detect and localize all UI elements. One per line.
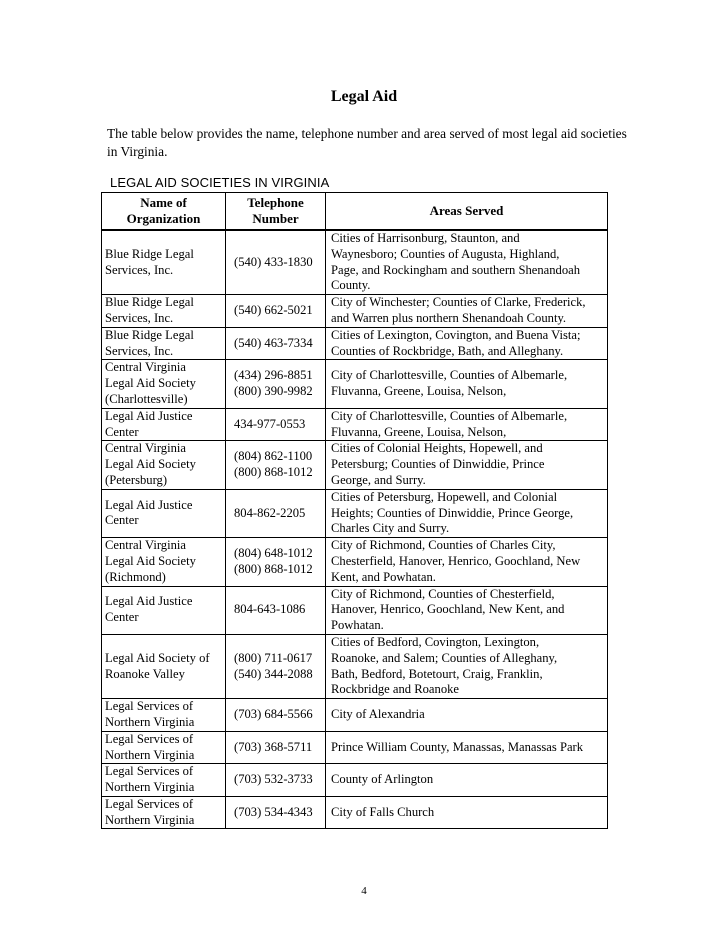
areas-served-cell-line: City of Charlottesville, Counties of Albemarle, — [331, 368, 568, 383]
org-name-cell — [102, 441, 226, 489]
org-name-cell-line: Center — [105, 424, 139, 439]
org-name-cell-line: Legal Aid Justice — [105, 497, 193, 512]
org-name-cell-line: Blue Ridge Legal — [105, 246, 194, 261]
org-name-cell-line: Legal Aid Justice — [105, 408, 193, 423]
areas-served-cell-line: City of Richmond, Counties of Chesterfield, — [331, 586, 555, 601]
org-name-cell-line: Legal Services of — [105, 796, 194, 811]
phone-cell — [226, 230, 326, 295]
areas-served-cell-line: Fluvanna, Greene, Louisa, Nelson, — [331, 424, 507, 439]
areas-served-cell-line: City of Falls Church — [331, 804, 435, 819]
phone-cell — [226, 634, 326, 698]
org-name-cell-line: Legal Aid Society — [105, 553, 196, 568]
org-name-cell-line: Services, Inc. — [105, 262, 174, 277]
table-row — [102, 327, 608, 360]
areas-served-cell-line: and Warren plus northern Shenandoah County. — [331, 310, 567, 325]
org-name-cell-line: Services, Inc. — [105, 310, 174, 325]
phone-cell-line: 434-977-0553 — [234, 416, 306, 431]
org-name-cell-line: Center — [105, 513, 139, 528]
phone-cell — [226, 327, 326, 360]
areas-served-cell — [326, 360, 608, 408]
org-name-cell-line: Northern Virginia — [105, 747, 195, 762]
phone-cell-line: (804) 862-1100 — [234, 449, 313, 464]
areas-served-cell-line: Heights; Counties of Dinwiddie, Prince George, — [331, 505, 574, 520]
table-row — [102, 360, 608, 408]
org-name-cell — [102, 360, 226, 408]
org-name-cell — [102, 538, 226, 586]
org-name-cell — [102, 731, 226, 764]
header-name-line: Name of — [140, 195, 187, 210]
areas-served-cell — [326, 327, 608, 360]
legal-aid-table-container — [101, 192, 607, 829]
areas-served-cell-line: Chesterfield, Hanover, Henrico, Goochland, New — [331, 553, 581, 568]
table-row — [102, 538, 608, 586]
areas-served-cell-line: Cities of Lexington, Covington, and Buena Vista; — [331, 327, 581, 342]
org-name-cell — [102, 699, 226, 732]
phone-cell — [226, 489, 326, 537]
page-number: 4 — [361, 885, 367, 897]
table-row — [102, 441, 608, 489]
areas-served-cell — [326, 731, 608, 764]
org-name-cell-line: (Richmond) — [105, 569, 166, 584]
phone-cell-line: (540) 433-1830 — [234, 254, 313, 269]
areas-served-cell-line: City of Charlottesville, Counties of Albemarle, — [331, 408, 568, 423]
areas-served-cell-line: Counties of Rockbridge, Bath, and Alleghany. — [331, 343, 564, 358]
areas-served-cell — [326, 699, 608, 732]
phone-cell-line: (800) 868-1012 — [234, 561, 313, 576]
phone-cell — [226, 360, 326, 408]
table-row — [102, 796, 608, 829]
intro-paragraph: The table below provides the name, telephone number and area served of most legal aid societies in Virginia. — [107, 126, 627, 159]
header-phone-line: Number — [252, 211, 299, 226]
org-name-cell — [102, 408, 226, 441]
areas-served-cell — [326, 441, 608, 489]
table-caption: LEGAL AID SOCIETIES IN VIRGINIA — [110, 175, 330, 190]
header-name-line: Organization — [126, 211, 201, 226]
areas-served-cell-line: Petersburg; Counties of Dinwiddie, Prince — [331, 457, 545, 472]
areas-served-cell — [326, 538, 608, 586]
areas-served-cell-line: Fluvanna, Greene, Louisa, Nelson, — [331, 384, 507, 399]
areas-served-cell — [326, 489, 608, 537]
phone-cell-line: 804-643-1086 — [234, 602, 306, 617]
org-name-cell — [102, 634, 226, 698]
phone-cell-line: (540) 662-5021 — [234, 303, 313, 318]
areas-served-cell-line: County of Arlington — [331, 772, 434, 787]
areas-served-cell-line: Page, and Rockingham and southern Shenandoah — [331, 262, 581, 277]
areas-served-cell-line: City of Winchester; Counties of Clarke, Frederick, — [331, 295, 586, 310]
areas-served-cell-line: Waynesboro; Counties of Augusta, Highland, — [331, 246, 560, 261]
phone-cell — [226, 295, 326, 328]
phone-cell — [226, 441, 326, 489]
page-title: Legal Aid — [330, 88, 398, 105]
areas-served-cell-line: Bath, Bedford, Botetourt, Craig, Franklin, — [331, 666, 543, 681]
org-name-cell-line: Northern Virginia — [105, 812, 195, 827]
org-name-cell — [102, 327, 226, 360]
phone-cell-line: 804-862-2205 — [234, 505, 306, 520]
org-name-cell-line: Northern Virginia — [105, 780, 195, 795]
org-name-cell-line: Legal Aid Justice — [105, 594, 193, 609]
areas-served-cell — [326, 796, 608, 829]
areas-served-cell — [326, 408, 608, 441]
phone-cell-line: (703) 532-3733 — [234, 772, 313, 787]
org-name-cell-line: (Petersburg) — [105, 472, 168, 487]
org-name-cell-line: Legal Aid Society — [105, 376, 196, 391]
table-row — [102, 408, 608, 441]
phone-cell — [226, 538, 326, 586]
areas-served-cell — [326, 634, 608, 698]
table-row — [102, 764, 608, 797]
org-name-cell — [102, 295, 226, 328]
org-name-cell — [102, 764, 226, 797]
header-name — [102, 193, 226, 231]
org-name-cell-line: Services, Inc. — [105, 343, 174, 358]
org-name-cell-line: Central Virginia — [105, 441, 186, 456]
table-row — [102, 489, 608, 537]
areas-served-cell-line: Cities of Harrisonburg, Staunton, and — [331, 231, 520, 245]
areas-served-cell-line: Charles City and Surry. — [331, 521, 450, 536]
phone-cell — [226, 731, 326, 764]
phone-cell-line: (540) 463-7334 — [234, 335, 313, 350]
phone-cell-line: (800) 711-0617 — [234, 650, 313, 665]
table-row — [102, 731, 608, 764]
areas-served-cell-line: Kent, and Powhatan. — [331, 569, 436, 584]
areas-served-cell-line: Roanoke, and Salem; Counties of Alleghany, — [331, 650, 558, 665]
areas-served-cell-line: Hanover, Henrico, Goochland, New Kent, and — [331, 602, 565, 617]
phone-cell — [226, 408, 326, 441]
table-row — [102, 295, 608, 328]
header-areas: Areas Served — [326, 193, 608, 231]
table-row — [102, 230, 608, 295]
table-row — [102, 586, 608, 634]
org-name-cell-line: Blue Ridge Legal — [105, 327, 194, 342]
phone-cell — [226, 586, 326, 634]
areas-served-cell-line: County. — [331, 278, 371, 293]
areas-served-cell-line: Cities of Bedford, Covington, Lexington, — [331, 634, 540, 649]
areas-served-cell-line: Powhatan. — [331, 618, 384, 633]
table-row — [102, 699, 608, 732]
org-name-cell-line: Legal Aid Society — [105, 457, 196, 472]
phone-cell-line: (703) 534-4343 — [234, 804, 313, 819]
org-name-cell-line: Blue Ridge Legal — [105, 295, 194, 310]
phone-cell — [226, 699, 326, 732]
phone-cell-line: (540) 344-2088 — [234, 666, 313, 681]
phone-cell — [226, 796, 326, 829]
header-phone-line: Telephone — [247, 195, 304, 210]
table-header-row — [102, 193, 608, 231]
areas-served-cell — [326, 764, 608, 797]
org-name-cell-line: Center — [105, 610, 139, 625]
areas-served-cell-line: City of Richmond, Counties of Charles City, — [331, 538, 556, 553]
header-phone — [226, 193, 326, 231]
org-name-cell-line: Roanoke Valley — [105, 666, 185, 681]
org-name-cell — [102, 489, 226, 537]
phone-cell-line: (804) 648-1012 — [234, 546, 313, 561]
areas-served-cell-line: Cities of Colonial Heights, Hopewell, and — [331, 441, 543, 456]
table-row — [102, 634, 608, 698]
phone-cell-line: (703) 684-5566 — [234, 707, 313, 721]
areas-served-cell-line: Rockbridge and Roanoke — [331, 682, 460, 697]
org-name-cell-line: Legal Services of — [105, 699, 194, 714]
phone-cell-line: (800) 390-9982 — [234, 384, 313, 399]
areas-served-cell — [326, 230, 608, 295]
org-name-cell-line: Legal Services of — [105, 731, 194, 746]
legal-aid-table — [101, 192, 608, 829]
areas-served-cell-line: City of Alexandria — [331, 707, 425, 721]
org-name-cell-line: Legal Aid Society of — [105, 650, 210, 665]
areas-served-cell-line: George, and Surry. — [331, 472, 426, 487]
org-name-cell — [102, 586, 226, 634]
org-name-cell-line: Central Virginia — [105, 360, 186, 375]
phone-cell-line: (800) 868-1012 — [234, 465, 313, 480]
areas-served-cell-line: Cities of Petersburg, Hopewell, and Colonial — [331, 489, 558, 504]
areas-served-cell — [326, 295, 608, 328]
org-name-cell-line: (Charlottesville) — [105, 391, 188, 406]
phone-cell — [226, 764, 326, 797]
org-name-cell-line: Legal Services of — [105, 764, 194, 779]
org-name-cell — [102, 796, 226, 829]
org-name-cell — [102, 230, 226, 295]
areas-served-cell-line: Prince William County, Manassas, Manassas Park — [331, 739, 584, 754]
org-name-cell-line: Northern Virginia — [105, 714, 195, 729]
org-name-cell-line: Central Virginia — [105, 538, 186, 553]
phone-cell-line: (434) 296-8851 — [234, 368, 313, 383]
phone-cell-line: (703) 368-5711 — [234, 739, 313, 754]
areas-served-cell — [326, 586, 608, 634]
